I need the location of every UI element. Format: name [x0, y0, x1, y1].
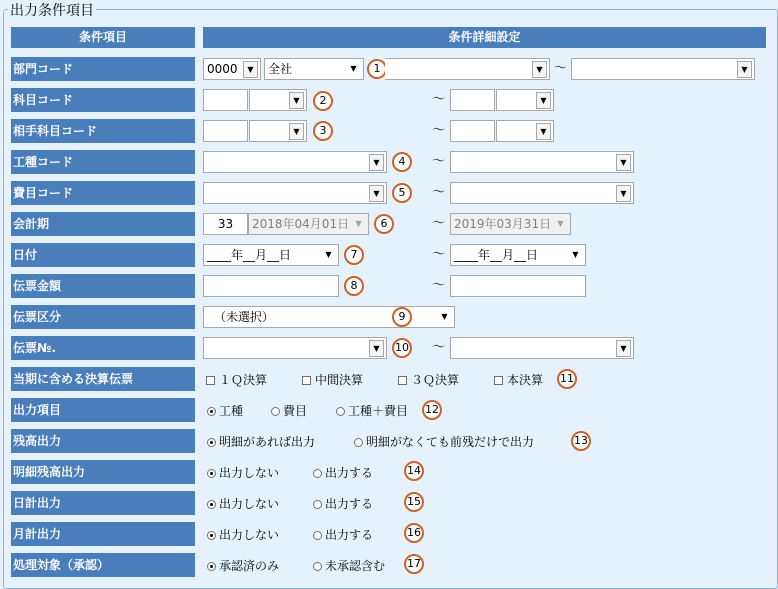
radio-koshu-himoku-label: 工種＋費目 [348, 404, 409, 418]
chevron-down-icon: ▼ [243, 61, 258, 78]
radio-koshu-himoku[interactable] [336, 404, 408, 418]
chevron-down-icon: ▼ [325, 250, 332, 259]
radio-gekkei-yes[interactable] [313, 528, 373, 542]
koshu-from-select[interactable] [203, 151, 387, 173]
marker-7: 7 [344, 245, 364, 265]
bumon-code-select[interactable] [203, 58, 261, 80]
fiscal-end-value: 2019年03月31日 [454, 217, 552, 231]
radio-nikkei-no[interactable] [207, 497, 279, 511]
radio-shori-unapproved-label: 未承認含む [325, 559, 386, 573]
radio-icon [354, 438, 363, 447]
voucher-type-value: （未選択） [214, 310, 275, 324]
radio-koshu-label: 工種 [219, 404, 244, 418]
label-kaikeiki: 会計期 [11, 212, 195, 236]
bumon-code-value: 0000 [207, 62, 238, 76]
radio-icon [271, 407, 280, 416]
radio-zandaka-detail-label: 明細があれば出力 [219, 435, 316, 449]
radio-icon [336, 407, 345, 416]
radio-icon [313, 469, 322, 478]
label-shori: 処理対象（承認） [11, 553, 195, 577]
check-final-label: 本決算 [507, 373, 544, 387]
radio-zandaka-detail[interactable] [207, 435, 315, 449]
marker-2: 2 [313, 91, 333, 111]
marker-16: 16 [404, 523, 424, 543]
radio-zandaka-prior[interactable] [354, 435, 534, 449]
label-hizuke: 日付 [11, 243, 195, 267]
marker-13: 13 [571, 431, 591, 451]
voucher-type-select[interactable] [203, 306, 455, 328]
chevron-down-icon: ▼ [350, 64, 357, 73]
marker-6: 6 [374, 214, 394, 234]
bumon-name-value: 全社 [268, 62, 293, 76]
marker-9: 9 [392, 307, 412, 327]
range-tilde: ～ [432, 247, 446, 262]
marker-1: 1 [367, 59, 387, 79]
checkbox-icon [494, 376, 503, 385]
radio-zandaka-prior-label: 明細がなくても前残だけで出力 [366, 435, 535, 449]
marker-12: 12 [422, 400, 442, 420]
header-item: 条件項目 [11, 27, 195, 48]
marker-17: 17 [404, 554, 424, 574]
kamoku-from-code[interactable] [203, 89, 248, 111]
radio-himoku[interactable] [271, 404, 307, 418]
marker-11: 11 [557, 369, 577, 389]
check-final[interactable] [494, 373, 543, 387]
radio-nikkei-yes[interactable] [313, 497, 373, 511]
radio-koshu[interactable] [207, 404, 243, 418]
chevron-down-icon: ▼ [289, 92, 304, 109]
chevron-down-icon: ▼ [616, 340, 631, 357]
radio-shori-approved-label: 承認済のみ [219, 559, 280, 573]
label-aite: 相手科目コード [11, 119, 195, 143]
radio-checked-icon [207, 500, 216, 509]
radio-checked-icon [207, 562, 216, 571]
label-bumon: 部門コード [11, 57, 195, 81]
radio-icon [313, 531, 322, 540]
chevron-down-icon: ▼ [737, 61, 752, 78]
fieldset-legend: 出力条件項目 [8, 0, 96, 20]
himoku-from-select[interactable] [203, 182, 387, 204]
bumon-name-select[interactable] [264, 58, 364, 80]
aite-to-code[interactable] [450, 120, 495, 142]
radio-nikkei-yes-label: 出力する [325, 497, 374, 511]
marker-5: 5 [392, 183, 412, 203]
chevron-down-icon: ▼ [369, 185, 384, 202]
date-to-picker[interactable] [450, 244, 586, 266]
check-interim[interactable] [302, 373, 363, 387]
chevron-down-icon: ▼ [355, 219, 362, 228]
date-to-value: ____年__月__日 [454, 248, 539, 262]
range-tilde: ～ [432, 216, 446, 231]
koshu-to-select[interactable] [450, 151, 634, 173]
label-kubun: 伝票区分 [11, 305, 195, 329]
radio-meisai-no[interactable] [207, 466, 279, 480]
radio-shori-approved[interactable] [207, 559, 279, 573]
date-from-picker[interactable] [203, 244, 339, 266]
header-detail: 条件詳細設定 [203, 27, 766, 48]
range-tilde: ～ [432, 185, 446, 200]
radio-icon [313, 562, 322, 571]
range-tilde: ～ [432, 278, 446, 293]
checkbox-icon [398, 376, 407, 385]
range-tilde: ～ [432, 340, 446, 355]
voucher-no-from-select[interactable] [203, 337, 387, 359]
radio-shori-unapproved[interactable] [313, 559, 385, 573]
voucher-no-to-select[interactable] [450, 337, 634, 359]
check-q3-label: ３Ｑ決算 [411, 373, 460, 387]
date-from-value: ____年__月__日 [207, 248, 292, 262]
chevron-down-icon: ▼ [289, 123, 304, 140]
radio-nikkei-no-label: 出力しない [219, 497, 280, 511]
aite-from-select[interactable] [249, 120, 307, 142]
radio-meisai-no-label: 出力しない [219, 466, 280, 480]
chevron-down-icon: ▼ [616, 154, 631, 171]
kamoku-to-code[interactable] [450, 89, 495, 111]
label-koshu: 工種コード [11, 150, 195, 174]
radio-himoku-label: 費目 [283, 404, 308, 418]
chevron-down-icon: ▼ [536, 92, 551, 109]
radio-checked-icon [207, 438, 216, 447]
radio-checked-icon [207, 407, 216, 416]
chevron-down-icon: ▼ [441, 312, 448, 321]
checkbox-icon [206, 376, 215, 385]
label-shutsuryoku: 出力項目 [11, 398, 195, 422]
range-tilde: ～ [432, 123, 446, 138]
label-nikkei: 日計出力 [11, 491, 195, 515]
fiscal-start-select [248, 213, 369, 235]
radio-gekkei-no[interactable] [207, 528, 279, 542]
radio-meisai-yes[interactable] [313, 466, 373, 480]
amount-from-input[interactable] [203, 275, 339, 297]
chevron-down-icon: ▼ [557, 219, 564, 228]
marker-15: 15 [404, 492, 424, 512]
bumon-to-select-1[interactable] [385, 58, 550, 80]
radio-gekkei-yes-label: 出力する [325, 528, 374, 542]
range-tilde: ～ [432, 92, 446, 107]
label-kingaku: 伝票金額 [11, 274, 195, 298]
label-denpyono: 伝票№. [11, 336, 195, 360]
radio-meisai-yes-label: 出力する [325, 466, 374, 480]
radio-checked-icon [207, 469, 216, 478]
checkbox-icon [302, 376, 311, 385]
fiscal-end-select [450, 213, 571, 235]
label-zandaka: 残高出力 [11, 429, 195, 453]
aite-from-code[interactable] [203, 120, 248, 142]
chevron-down-icon: ▼ [369, 340, 384, 357]
check-q1[interactable] [206, 373, 267, 387]
range-tilde: ～ [432, 154, 446, 169]
marker-8: 8 [344, 276, 364, 296]
radio-checked-icon [207, 531, 216, 540]
chevron-down-icon: ▼ [532, 61, 547, 78]
bumon-to-select-2[interactable] [571, 58, 755, 80]
label-himoku: 費目コード [11, 181, 195, 205]
marker-14: 14 [404, 461, 424, 481]
kamoku-to-select[interactable] [496, 89, 554, 111]
marker-10: 10 [392, 338, 412, 358]
label-kamoku: 科目コード [11, 88, 195, 112]
label-meisai: 明細残高出力 [11, 460, 195, 484]
aite-to-select[interactable] [496, 120, 554, 142]
fiscal-start-value: 2018年04月01日 [252, 217, 350, 231]
check-q1-label: １Ｑ決算 [219, 373, 268, 387]
radio-gekkei-no-label: 出力しない [219, 528, 280, 542]
radio-icon [313, 500, 322, 509]
check-q3[interactable] [398, 373, 459, 387]
range-tilde: ～ [554, 61, 568, 76]
amount-to-input[interactable] [450, 275, 586, 297]
chevron-down-icon: ▼ [572, 250, 579, 259]
chevron-down-icon: ▼ [369, 154, 384, 171]
label-kessan: 当期に含める決算伝票 [11, 367, 195, 391]
check-interim-label: 中間決算 [315, 373, 364, 387]
himoku-to-select[interactable] [450, 182, 634, 204]
label-gekkei: 月計出力 [11, 522, 195, 546]
kamoku-from-select[interactable] [249, 89, 307, 111]
period-input[interactable]: 33 [203, 213, 248, 235]
chevron-down-icon: ▼ [536, 123, 551, 140]
chevron-down-icon: ▼ [616, 185, 631, 202]
marker-3: 3 [313, 121, 333, 141]
marker-4: 4 [392, 152, 412, 172]
